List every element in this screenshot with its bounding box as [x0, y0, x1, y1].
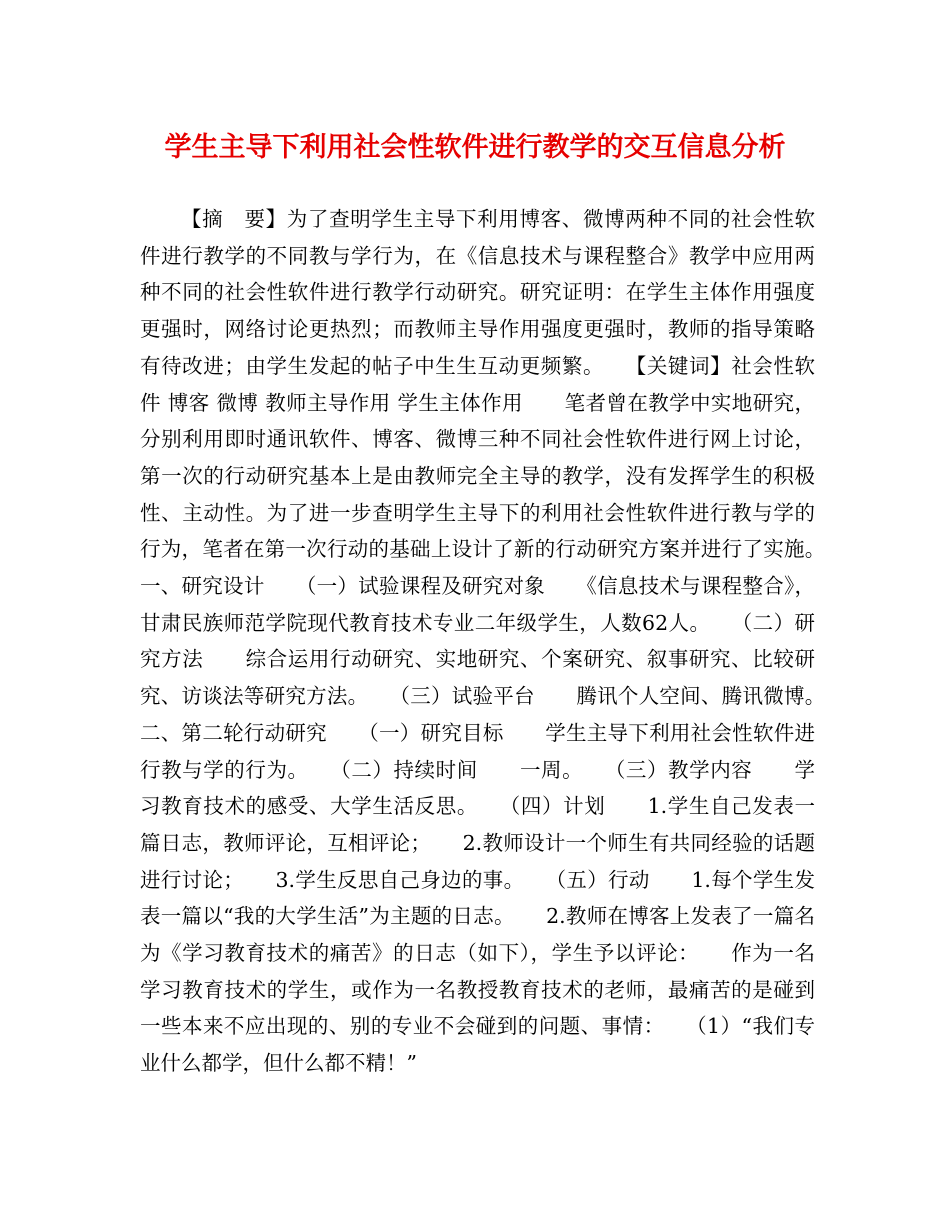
document-title: 学生主导下利用社会性软件进行教学的交互信息分析: [164, 132, 786, 163]
document-body-paragraph: 【摘 要】为了查明学生主导下利用博客、微博两种不同的社会性软件进行教学的不同教与学行为，在《信息技术与课程整合》教学中应用两种不同的社会性软件进行教学行动研究。研究证明：在学生主体作用强度更强时，网络讨论更热烈；而教师主导作用强度更强时，教师的指导策略有待改进；由学生发起的帖子中生生互动更频繁。 【关键词】社会性软件 博客 微博 教师主导作用 学生主体作用 笔者曾在教学中实地研究，分别利用即时通讯软件、博客、微博三种不同社会性软件进行网上讨论，第一次的行动研究基本上是由教师完全主导的教学，没有发挥学生的积极性、主动性。为了进一步查明学生主导下的利用社会性软件进行教与学的行为，笔者在第一次行动的基础上设计了新的行动研究方案并进行了实施。 一、研究设计 （一）试验课程及研究对象 《信息技术与课程整合》，甘肃民族师范学院现代教育技术专业二年级学生，人数62人。 （二）研究方法 综合运用行动研究、实地研究、个案研究、叙事研究、比较研究、访谈法等研究方法。 （三）试验平台 腾讯个人空间、腾讯微博。 二、第二轮行动研究 （一）研究目标 学生主导下利用社会性软件进行教与学的行为。 （二）持续时间 一周。 （三）教学内容 学习教育技术的感受、大学生活反思。 （四）计划 1.学生自己发表一篇日志，教师评论，互相评论； 2.教师设计一个师生有共同经验的话题进行讨论； 3.学生反思自己身边的事。 （五）行动 1.每个学生发表一篇以“我的大学生活”为主题的日志。 2.教师在博客上发表了一篇名为《学习教育技术的痛苦》的日志（如下），学生予以评论： 作为一名学习教育技术的学生，或作为一名教授教育技术的老师，最痛苦的是碰到一些本来不应出现的、别的专业不会碰到的问题、事情： （1）“我们专业什么都学，但什么都不精！”: [140, 207, 856, 1076]
